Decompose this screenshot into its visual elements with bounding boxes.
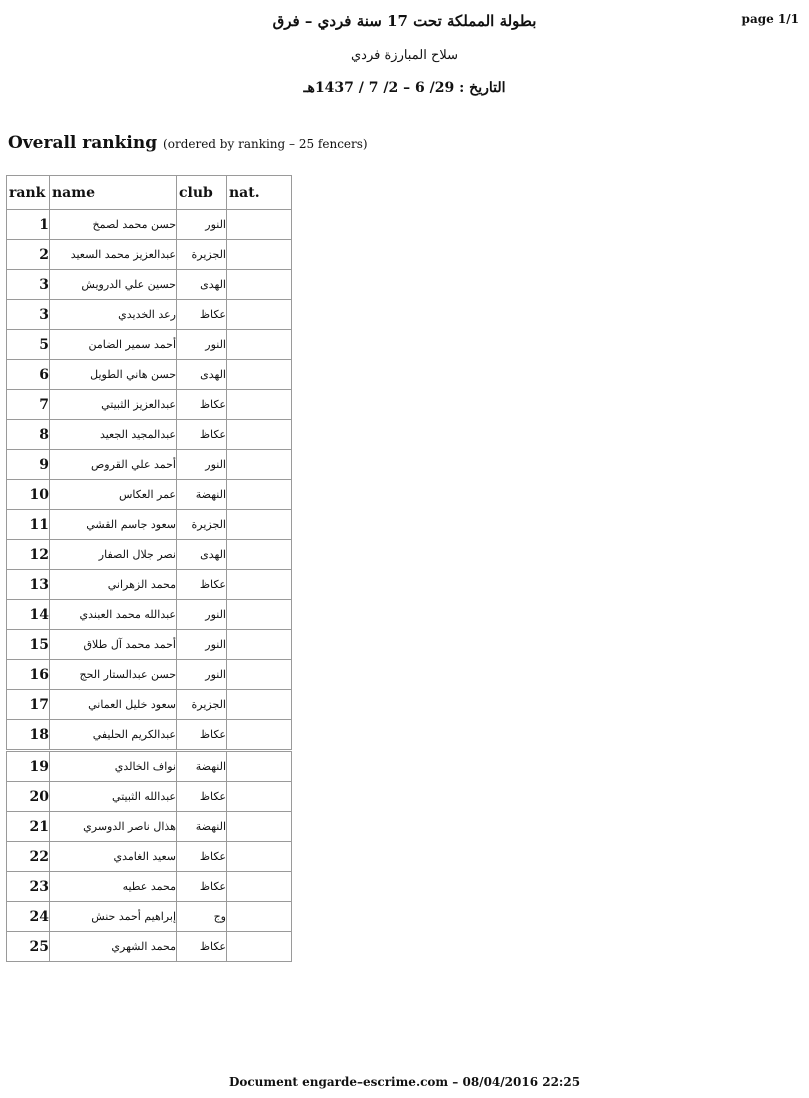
name-cell: عبدالله محمد العبندي bbox=[50, 600, 177, 630]
nat-cell bbox=[227, 420, 292, 450]
rank-cell: 13 bbox=[7, 570, 50, 600]
nat-cell bbox=[227, 872, 292, 902]
name-cell: حسن هاني الطويل bbox=[50, 360, 177, 390]
name-cell: عبدالعزيز محمد السعيد bbox=[50, 240, 177, 270]
ranking-table bbox=[6, 175, 292, 962]
nat-cell bbox=[227, 720, 292, 751]
club-cell: عكاظ bbox=[177, 390, 227, 420]
club-cell: عكاظ bbox=[177, 420, 227, 450]
page-number: page 1/1 bbox=[741, 12, 799, 26]
nat-cell bbox=[227, 812, 292, 842]
club-cell: الجزيرة bbox=[177, 510, 227, 540]
header-rank: rank bbox=[7, 176, 50, 210]
nat-cell bbox=[227, 330, 292, 360]
table-row bbox=[7, 600, 292, 630]
name-cell: عبدالله الثبيتي bbox=[50, 782, 177, 812]
table-row bbox=[7, 540, 292, 570]
table-row bbox=[7, 360, 292, 390]
table-row bbox=[7, 420, 292, 450]
table-row bbox=[7, 660, 292, 690]
name-cell: أحمد محمد آل طلاق bbox=[50, 630, 177, 660]
club-cell: وج bbox=[177, 902, 227, 932]
name-cell: عمر العكاس bbox=[50, 480, 177, 510]
rank-cell: 1 bbox=[7, 210, 50, 240]
name-cell: رعد الخديدي bbox=[50, 300, 177, 330]
table-header-row bbox=[7, 176, 292, 210]
nat-cell bbox=[227, 660, 292, 690]
club-cell: النور bbox=[177, 630, 227, 660]
nat-cell bbox=[227, 600, 292, 630]
club-cell: عكاظ bbox=[177, 842, 227, 872]
rank-cell: 19 bbox=[7, 751, 50, 782]
name-cell: حسن محمد لصمخ bbox=[50, 210, 177, 240]
table-row bbox=[7, 842, 292, 872]
name-cell: إبراهيم أحمد حنش bbox=[50, 902, 177, 932]
table-row bbox=[7, 300, 292, 330]
name-cell: أحمد علي القروص bbox=[50, 450, 177, 480]
rank-cell: 22 bbox=[7, 842, 50, 872]
rank-cell: 17 bbox=[7, 690, 50, 720]
rank-cell: 10 bbox=[7, 480, 50, 510]
rank-cell: 14 bbox=[7, 600, 50, 630]
rank-cell: 16 bbox=[7, 660, 50, 690]
table-row bbox=[7, 782, 292, 812]
name-cell: نصر جلال الصفار bbox=[50, 540, 177, 570]
rank-cell: 24 bbox=[7, 902, 50, 932]
rank-cell: 3 bbox=[7, 270, 50, 300]
header-name: name bbox=[50, 176, 177, 210]
club-cell: عكاظ bbox=[177, 570, 227, 600]
rank-cell: 9 bbox=[7, 450, 50, 480]
name-cell: عبدالكريم الحليفي bbox=[50, 720, 177, 751]
name-cell: سعود خليل العماني bbox=[50, 690, 177, 720]
table-row bbox=[7, 690, 292, 720]
club-cell: الجزيرة bbox=[177, 690, 227, 720]
club-cell: النهضة bbox=[177, 812, 227, 842]
table-row bbox=[7, 812, 292, 842]
section-detail: (ordered by ranking – 25 fencers) bbox=[163, 137, 368, 151]
nat-cell bbox=[227, 630, 292, 660]
section-title: Overall ranking bbox=[8, 133, 158, 153]
club-cell: الهدى bbox=[177, 270, 227, 300]
table-row bbox=[7, 902, 292, 932]
rank-cell: 21 bbox=[7, 812, 50, 842]
name-cell: محمد عطيه bbox=[50, 872, 177, 902]
nat-cell bbox=[227, 690, 292, 720]
rank-cell: 12 bbox=[7, 540, 50, 570]
name-cell: محمد الزهراني bbox=[50, 570, 177, 600]
rank-cell: 11 bbox=[7, 510, 50, 540]
nat-cell bbox=[227, 902, 292, 932]
nat-cell bbox=[227, 782, 292, 812]
name-cell: سعود جاسم القشي bbox=[50, 510, 177, 540]
document-date: التاريخ : 29/ 6 – 2/ 7 / 1437هـ bbox=[303, 80, 506, 96]
name-cell: سعيد الغامدي bbox=[50, 842, 177, 872]
table-row bbox=[7, 270, 292, 300]
club-cell: الهدى bbox=[177, 360, 227, 390]
nat-cell bbox=[227, 480, 292, 510]
rank-cell: 3 bbox=[7, 300, 50, 330]
rank-cell: 2 bbox=[7, 240, 50, 270]
table-row bbox=[7, 872, 292, 902]
nat-cell bbox=[227, 270, 292, 300]
table-row bbox=[7, 390, 292, 420]
nat-cell bbox=[227, 842, 292, 872]
rank-cell: 23 bbox=[7, 872, 50, 902]
club-cell: النور bbox=[177, 330, 227, 360]
table-row bbox=[7, 751, 292, 782]
rank-cell: 18 bbox=[7, 720, 50, 751]
nat-cell bbox=[227, 570, 292, 600]
document-title: بطولة المملكة تحت 17 سنة فردي – فرق bbox=[272, 12, 537, 30]
nat-cell bbox=[227, 300, 292, 330]
nat-cell bbox=[227, 210, 292, 240]
club-cell: النور bbox=[177, 600, 227, 630]
name-cell: حسين علي الدرويش bbox=[50, 270, 177, 300]
nat-cell bbox=[227, 360, 292, 390]
table-row bbox=[7, 630, 292, 660]
document-footer: Document engarde–escrime.com – 08/04/2016 22:25 bbox=[228, 1075, 581, 1089]
name-cell: عبدالعزيز الثبيتي bbox=[50, 390, 177, 420]
name-cell: أحمد سمير الضامن bbox=[50, 330, 177, 360]
name-cell: حسن عبدالستار الحج bbox=[50, 660, 177, 690]
table-row bbox=[7, 240, 292, 270]
nat-cell bbox=[227, 240, 292, 270]
name-cell: عبدالمجيد الجعيد bbox=[50, 420, 177, 450]
name-cell: نواف الخالدي bbox=[50, 751, 177, 782]
header-nat: nat. bbox=[227, 176, 292, 210]
club-cell: النهضة bbox=[177, 751, 227, 782]
nat-cell bbox=[227, 751, 292, 782]
header-club: club bbox=[177, 176, 227, 210]
club-cell: النور bbox=[177, 210, 227, 240]
nat-cell bbox=[227, 932, 292, 962]
club-cell: عكاظ bbox=[177, 872, 227, 902]
name-cell: هذال ناصر الدوسري bbox=[50, 812, 177, 842]
table-row bbox=[7, 510, 292, 540]
club-cell: الجزيرة bbox=[177, 240, 227, 270]
table-row bbox=[7, 720, 292, 751]
nat-cell bbox=[227, 540, 292, 570]
document-subtitle: سلاح المبارزة فردي bbox=[351, 48, 458, 63]
nat-cell bbox=[227, 390, 292, 420]
table-row bbox=[7, 330, 292, 360]
rank-cell: 8 bbox=[7, 420, 50, 450]
club-cell: عكاظ bbox=[177, 720, 227, 751]
section-heading bbox=[8, 133, 368, 153]
club-cell: عكاظ bbox=[177, 932, 227, 962]
club-cell: عكاظ bbox=[177, 782, 227, 812]
rank-cell: 20 bbox=[7, 782, 50, 812]
table-row bbox=[7, 570, 292, 600]
name-cell: محمد الشهري bbox=[50, 932, 177, 962]
rank-cell: 5 bbox=[7, 330, 50, 360]
club-cell: عكاظ bbox=[177, 300, 227, 330]
table-row bbox=[7, 450, 292, 480]
rank-cell: 15 bbox=[7, 630, 50, 660]
table-row bbox=[7, 210, 292, 240]
club-cell: النور bbox=[177, 660, 227, 690]
club-cell: الهدى bbox=[177, 540, 227, 570]
nat-cell bbox=[227, 510, 292, 540]
club-cell: النهضة bbox=[177, 480, 227, 510]
table-row bbox=[7, 480, 292, 510]
rank-cell: 7 bbox=[7, 390, 50, 420]
club-cell: النور bbox=[177, 450, 227, 480]
nat-cell bbox=[227, 450, 292, 480]
rank-cell: 25 bbox=[7, 932, 50, 962]
rank-cell: 6 bbox=[7, 360, 50, 390]
table-row bbox=[7, 932, 292, 962]
